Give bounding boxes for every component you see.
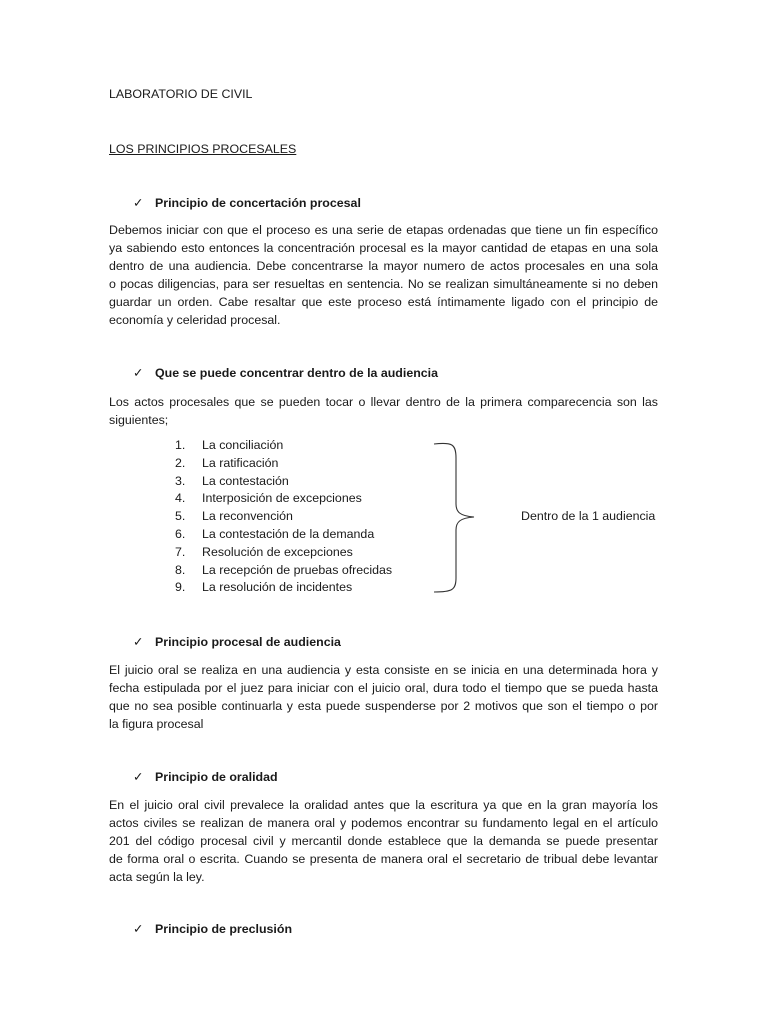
list-item: 8. La recepción de pruebas ofrecidas	[175, 562, 393, 577]
document-subtitle: LOS PRINCIPIOS PROCESALES	[109, 142, 297, 156]
section-paragraph-audiencia: El juicio oral se realiza en una audiencia y esta consiste en se inicia en una determinada hora y fecha estipulada por el juez para iniciar con el juicio oral, dura todo el tiempo que se pueda hasta que no sea posible continuarla y esta puede suspenderse por 2 motivos que son el tiempo o por la figura procesal	[109, 663, 658, 731]
check-icon: ✓	[133, 366, 144, 380]
procedural-acts-list	[175, 437, 392, 597]
list-item: 5. La reconvención	[175, 509, 293, 524]
section-heading-concentracion: ✓ Principio de concertación procesal	[133, 196, 361, 210]
check-icon: ✓	[133, 635, 144, 649]
right-brace-icon	[430, 436, 480, 596]
section-heading-audiencia: ✓ Principio procesal de audiencia	[133, 635, 341, 649]
section-paragraph-concentrar-audiencia: Los actos procesales que se pueden tocar o llevar dentro de la primera comparecencia son las siguientes;	[109, 395, 658, 427]
section-heading-oralidad: ✓ Principio de oralidad	[133, 770, 278, 784]
document-title: LABORATORIO DE CIVIL	[109, 87, 253, 101]
list-item: 4. Interposición de excepciones	[175, 491, 362, 506]
check-icon: ✓	[133, 922, 144, 936]
section-heading-concentrar-audiencia: ✓ Que se puede concentrar dentro de la audiencia	[133, 366, 439, 380]
section-heading-preclusion: ✓ Principio de preclusión	[133, 922, 293, 936]
section-paragraph-concentracion: Debemos iniciar con que el proceso es una serie de etapas ordenadas que tiene un fin específico ya sabiendo esto entonces la concentración procesal es la mayor cantidad de etapas en una sola dentro de una audiencia. Debe concentrarse la mayor numero de actos procesales en una sola o pocas diligencias, para ser resueltas en sentencia. No se realizan simultáneamente si no deben guardar un orden. Cabe resaltar que este proceso está íntimamente ligado con el principio de economía y celeridad procesal.	[109, 223, 658, 327]
list-item: 1. La conciliación	[175, 438, 284, 452]
check-icon: ✓	[133, 770, 144, 784]
list-item: 2. La ratificación	[175, 455, 279, 470]
check-icon: ✓	[133, 196, 144, 210]
list-item: 6. La contestación de la demanda	[175, 526, 375, 541]
list-item: 9. La resolución de incidentes	[175, 580, 353, 595]
brace-annotation: Dentro de la 1 audiencia	[521, 509, 656, 523]
list-item: 7. Resolución de excepciones	[175, 544, 353, 559]
section-paragraph-oralidad: En el juicio oral civil prevalece la oralidad antes que la escritura ya que en la gran mayoría los actos civiles se realizan de manera oral y podemos encontrar su fundamento legal en el artículo 201 del código procesal civil y mercantil donde establece que la demanda se puede presentar de forma oral o escrita. Cuando se presenta de manera oral el secretario de tribual debe levantar acta según la ley.	[109, 798, 658, 884]
list-item: 3. La contestación	[175, 473, 289, 488]
